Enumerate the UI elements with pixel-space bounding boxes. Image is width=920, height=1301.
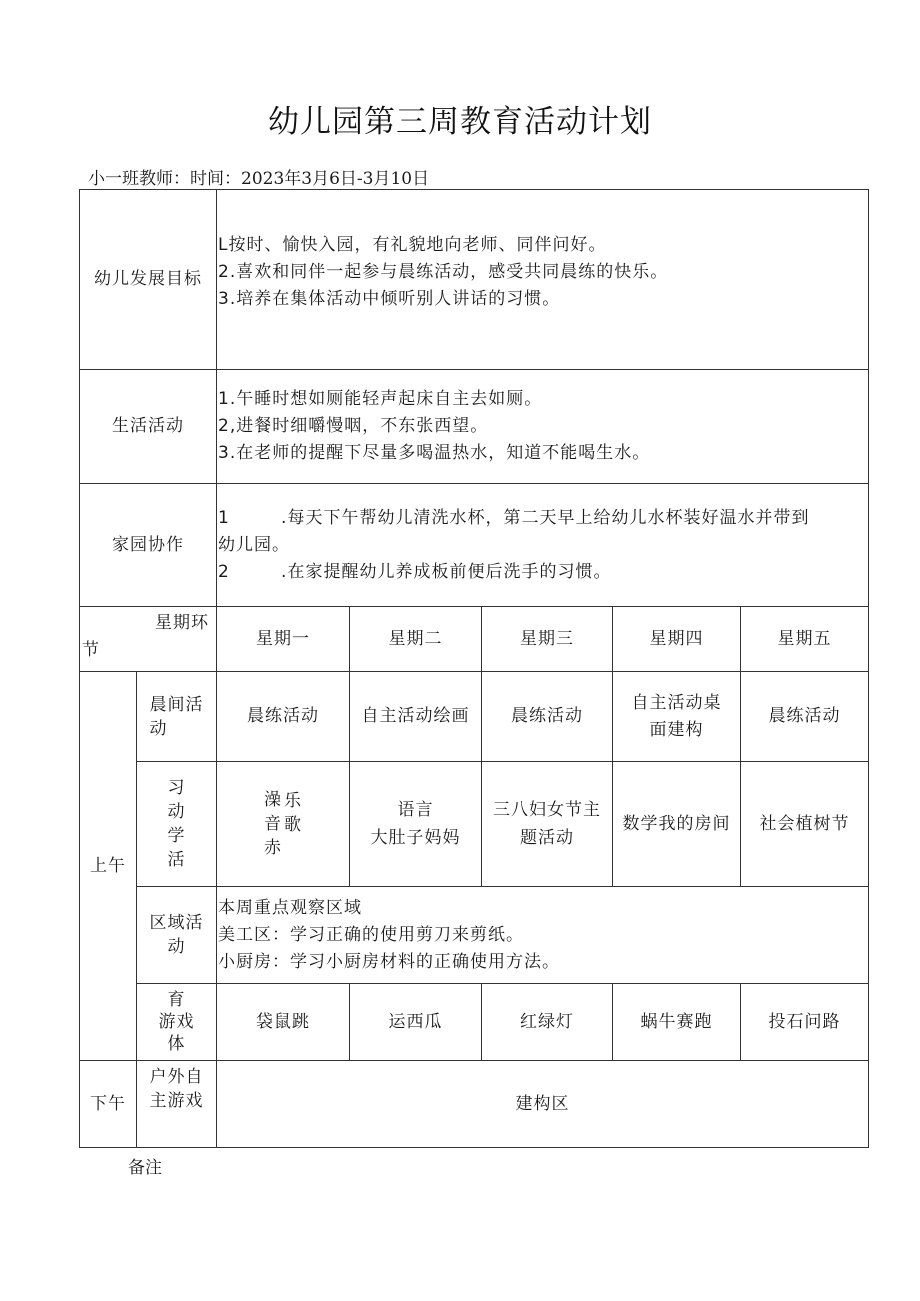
label-part: 活	[167, 850, 186, 870]
label-part: 体	[167, 1034, 186, 1054]
day-header: 星期三	[520, 628, 574, 649]
label-part: 动	[167, 937, 186, 957]
goals-label: 幼儿发展目标	[94, 269, 202, 289]
afternoon-label: 下午	[90, 1093, 126, 1114]
pe-game-label	[137, 984, 216, 1060]
pe-game-cell: 袋鼠跳	[256, 1011, 310, 1032]
remarks-label: 备注	[128, 1158, 162, 1178]
life-line: 3.在老师的提醒下尽量多喝温热水，知道不能喝生水。	[218, 443, 651, 463]
table-border-bottom	[79, 1147, 869, 1148]
learning-activity-label	[137, 762, 216, 886]
text-part: 语言	[397, 800, 434, 820]
header-corner-bottom: 节	[82, 639, 100, 660]
text-part: 题活动	[520, 828, 574, 848]
learning-cell-language	[350, 762, 481, 886]
pe-game-cell: 运西瓜	[388, 1011, 443, 1032]
text-part: 澡	[264, 790, 282, 810]
life-activity-content	[218, 370, 868, 483]
life-line: 1.午睡时想如厕能轻声起床自主去如厕。	[218, 389, 543, 409]
learning-cell-womens-day	[482, 762, 612, 886]
area-line: 本周重点观察区域	[218, 897, 362, 918]
arrival-cell: 晨练活动	[768, 706, 841, 726]
pe-game-cell: 蜗牛赛跑	[640, 1011, 713, 1032]
morning-label: 上午	[90, 855, 126, 876]
day-header: 星期一	[256, 628, 310, 649]
home-line: 幼儿园。	[218, 534, 290, 555]
class-teacher-date-line: 小一班教师：时间：2023年3月6日-3月10日	[88, 169, 430, 189]
home-cooperation-content	[218, 484, 868, 606]
label-part: 学	[167, 826, 186, 846]
day-header: 星期二	[388, 628, 443, 649]
home-cooperation-label: 家园协作	[112, 534, 184, 555]
goals-line: 2.喜欢和同伴一起参与晨练活动，感受共同晨练的快乐。	[218, 262, 669, 282]
home-line: 2 .在家提醒幼儿养成板前便后洗手的习惯。	[218, 561, 612, 582]
arrival-activity-label	[137, 672, 216, 761]
outdoor-free-play-label	[137, 1061, 216, 1147]
table-border-right	[868, 189, 869, 1148]
goals-content	[218, 232, 868, 322]
label-part: 动	[167, 802, 186, 822]
life-line: 2,进餐时细嚼慢咽，不东张西望。	[218, 416, 489, 436]
text-part: 乐	[284, 791, 302, 811]
label-part: 区域活	[149, 913, 204, 933]
label-part: 主游戏	[149, 1091, 204, 1111]
text-part: 大肚子妈妈	[370, 828, 461, 848]
life-activity-label: 生活活动	[112, 416, 184, 436]
label-part: 育	[167, 990, 186, 1010]
arrival-cell: 自主活动绘画	[361, 706, 470, 726]
label-part: 动	[149, 718, 168, 739]
label-part: 游戏	[158, 1012, 195, 1032]
goals-line: 3.培养在集体活动中倾听别人讲话的习惯。	[218, 289, 561, 309]
header-corner-top: 星期环	[155, 612, 209, 633]
page-title: 幼儿园第三周教育活动计划	[268, 104, 652, 140]
learning-cell-social: 社会植树节	[759, 813, 850, 834]
text-part: 音	[264, 814, 282, 834]
arrival-cell: 晨练活动	[247, 706, 319, 726]
pe-game-cell: 红绿灯	[520, 1011, 574, 1032]
area-activity-content	[218, 887, 868, 983]
area-activity-label	[137, 887, 216, 983]
text-part: 三八妇女节主	[493, 800, 601, 820]
learning-cell-math: 数学我的房间	[622, 813, 731, 834]
learning-cell-music	[217, 762, 349, 886]
text-part: 歌	[284, 815, 302, 835]
area-line: 小厨房：学习小厨房材料的正确使用方法。	[218, 951, 560, 972]
afternoon-content: 建构区	[515, 1093, 570, 1114]
label-part: 户外自	[149, 1067, 204, 1087]
home-line: 1 .每天下午帮幼儿清洗水杯，第二天早上给幼儿水杯装好温水并带到	[218, 507, 810, 528]
goals-line: L按时、愉快入园，有礼貌地向老师、同伴问好。	[218, 235, 607, 255]
area-line: 美工区：学习正确的使用剪刀来剪纸。	[218, 924, 524, 945]
label-part: 晨间活	[149, 694, 204, 715]
arrival-cell: 自主活动桌面建构	[631, 692, 722, 740]
text-part: 赤	[264, 838, 282, 858]
label-part: 习	[167, 778, 186, 798]
day-header: 星期五	[777, 628, 832, 649]
arrival-cell: 晨练活动	[511, 706, 583, 726]
pe-game-cell: 投石问路	[768, 1011, 841, 1032]
day-header: 星期四	[649, 628, 704, 649]
